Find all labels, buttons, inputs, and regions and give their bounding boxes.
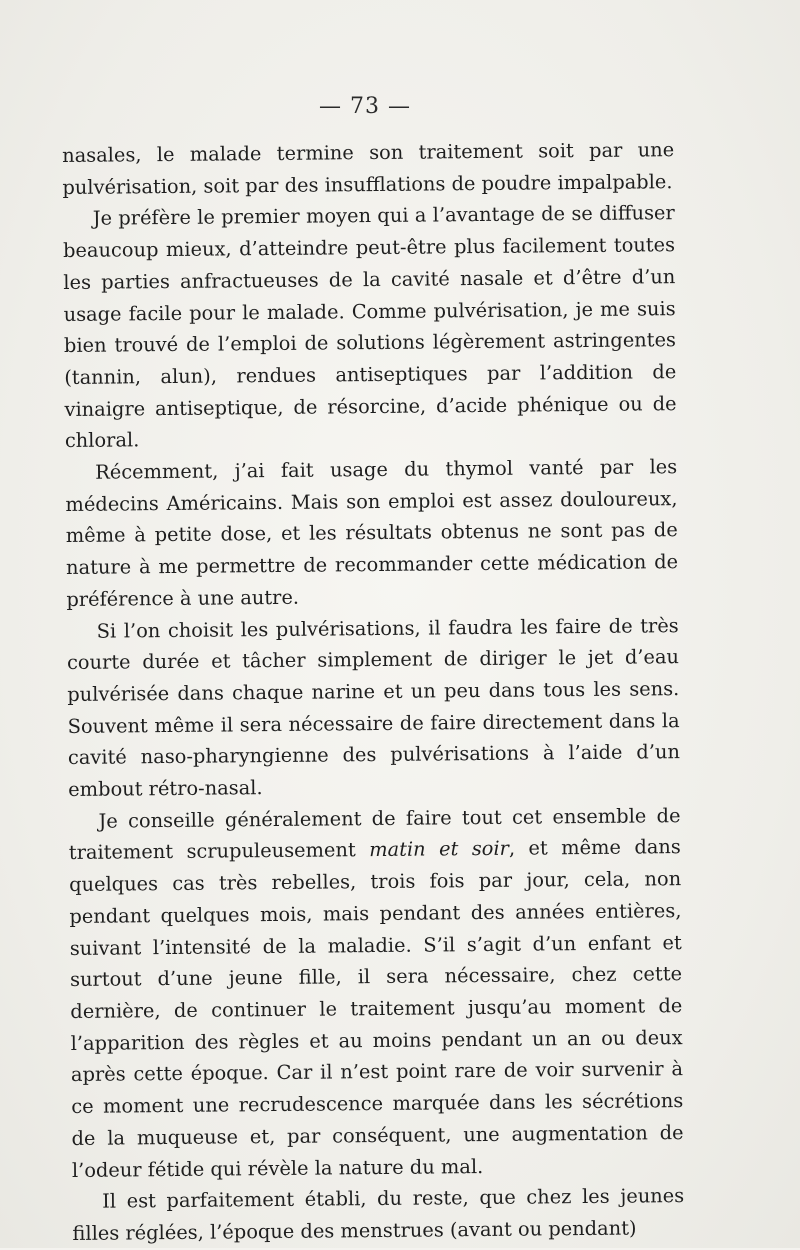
paragraph-6: Il est parfaitement établi, du reste, que chez les jeunes filles réglées, l’époque des menstrues (avant ou pendant) <box>72 1184 685 1245</box>
paragraph-1: nasales, le malade termine son traitement soit par une pulvérisation, soit par des insufflations de poudre impalpable. <box>62 138 675 199</box>
paragraph-5-italic: matin et soir <box>369 837 509 862</box>
paragraph-5-part-1: Je conseille généralement de faire tout cet ensemble de traitement scrupuleusement <box>68 803 681 865</box>
body-text <box>62 134 685 1249</box>
paragraph-3: Récemment, j’ai fait usage du thymol vanté par les médecins Américains. Mais son emploi est assez douloureux, même à petite dose, et les résultats obtenus ne sont pas de nature à me permettre de recommander cette médication de préférence à une autre. <box>65 455 679 611</box>
paragraph-5 <box>68 800 684 1186</box>
paragraph-2: Je préfère le premier moyen qui a l’avantage de se diffuser beaucoup mieux, d’atteindre peut-être plus facilement toutes les parties anfractueuses de la cavité nasale et d’être d’un usage facile pour le malade. Comme pulvérisation, je me suis bien trouvé de l’emploi de solutions légèrement astringentes (tannin, alun), rendues antiseptiques par l’addition de vinaigre antiseptique, de résorcine, d’acide phénique ou de chloral. <box>62 201 677 453</box>
page-number: — 73 — <box>319 94 411 119</box>
paragraph-4: Si l’on choisit les pulvérisations, il faudra les faire de très courte durée et tâcher simplement de diriger le jet d’eau pulvérisée dans chaque narine et un peu dans tous les sens. Souvent même il sera nécessaire de faire directement dans la cavité naso-pharyngienne des pulvérisations à l’aide d’un embout rétro-nasal. <box>66 613 681 802</box>
paragraph-5-part-2: , et même dans quelques cas très rebelles, trois fois par jour, cela, non pendant quelques mois, mais pendant des années entières, suivant l’intensité de la maladie. S’il s’agit d’un enfant et surtout d’une jeune fille, il sera nécessaire, chez cette dernière, de continuer le traitement jusqu’au moment de l’apparition des règles et au moins pendant un an ou deux après cette époque. Car il n’est point rare de voir survenir à ce moment une recrudescence marquée dans les sécrétions de la muqueuse et, par conséquent, une augmentation de l’odeur fétide qui révèle la nature du mal. <box>69 835 684 1182</box>
